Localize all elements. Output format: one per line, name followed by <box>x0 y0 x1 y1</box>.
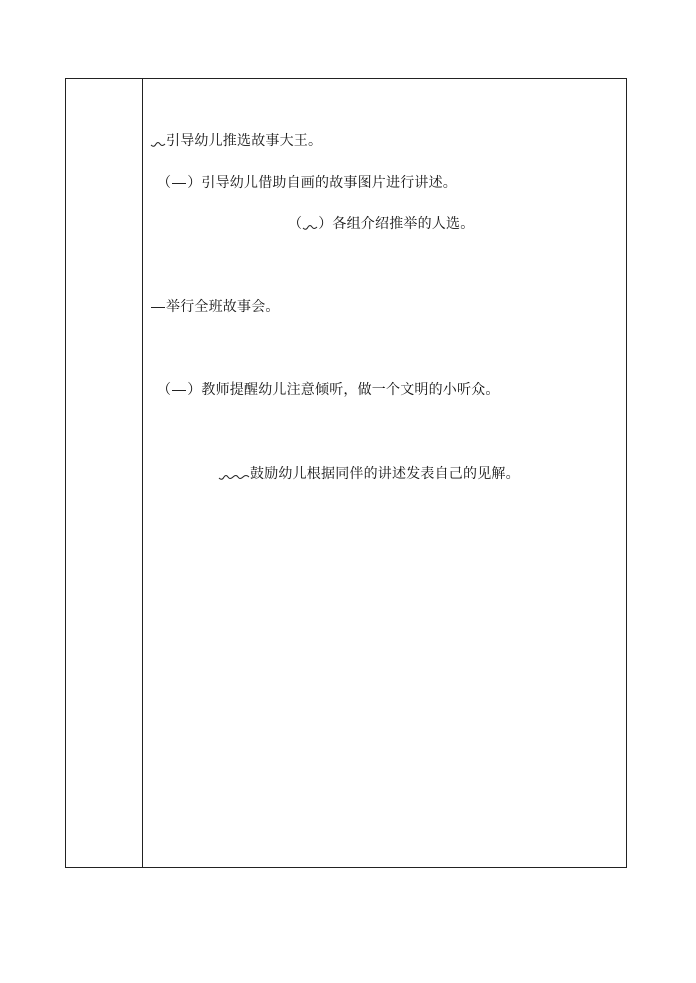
blank-mark <box>151 306 165 308</box>
line-4-text: 举行全班故事会。 <box>166 299 280 315</box>
line-1-text: 引导幼儿推选故事大王。 <box>166 133 323 149</box>
text-line-4 <box>150 298 280 316</box>
wave-mark-icon <box>150 138 166 148</box>
text-line-6 <box>218 465 520 483</box>
text-line-2 <box>157 174 457 192</box>
text-line-1 <box>150 132 322 150</box>
blank-mark <box>172 389 186 391</box>
line-5-prefix: （ <box>157 382 172 398</box>
line-5-text: ）教师提醒幼儿注意倾听，做一个文明的小听众。 <box>187 382 500 398</box>
left-column <box>66 79 143 867</box>
line-6-text: 鼓励幼儿根据同伴的讲述发表自己的见解。 <box>250 466 520 482</box>
wave-mark-icon <box>302 221 318 231</box>
text-line-5 <box>157 381 500 399</box>
wave-mark-icon <box>218 471 250 481</box>
line-3-prefix: （ <box>288 216 303 232</box>
line-2-prefix: （ <box>157 175 172 191</box>
line-3-text: ）各组介绍推举的人选。 <box>318 216 475 232</box>
blank-mark <box>172 182 186 184</box>
line-2-text: ）引导幼儿借助自画的故事图片进行讲述。 <box>187 175 458 191</box>
text-line-3 <box>288 215 474 233</box>
